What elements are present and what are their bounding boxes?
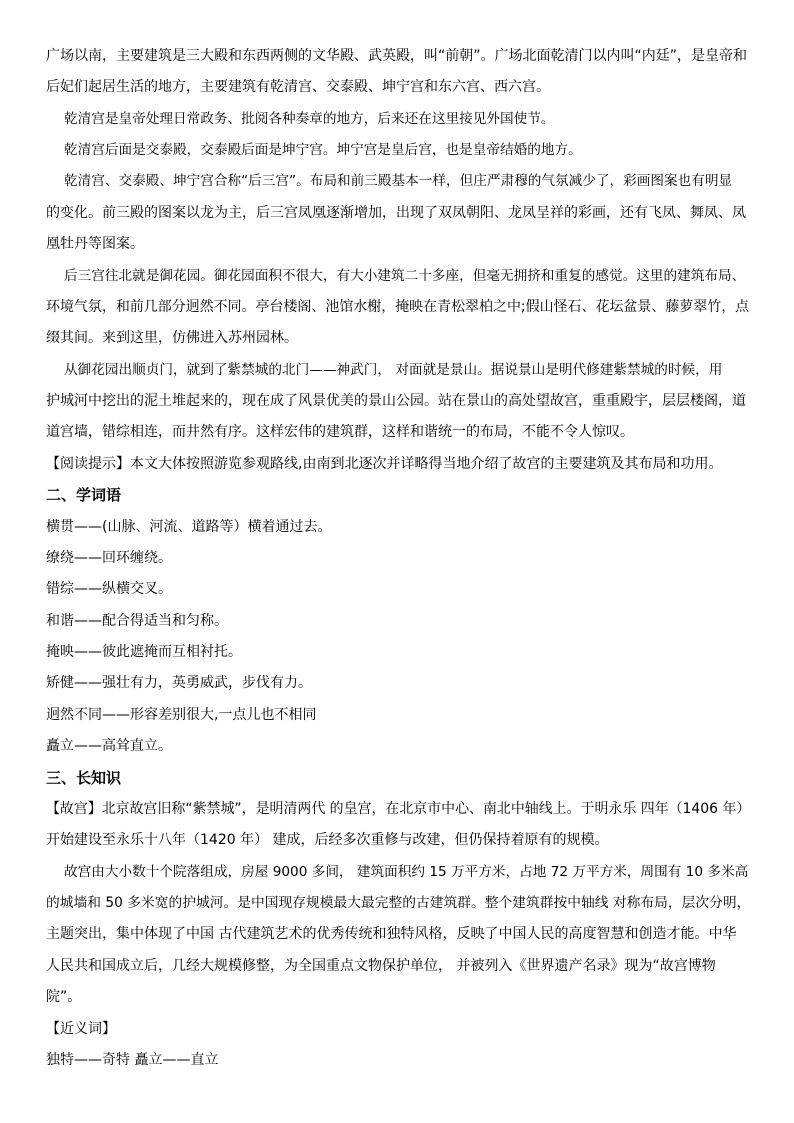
vocab-item: 横贯——(山脉、河流、道路等）横着通过去。	[46, 519, 332, 535]
section-heading-knowledge: 三、长知识	[46, 769, 122, 787]
vocab-item: 掩映——彼此遮掩而互相衬托。	[46, 644, 242, 660]
text-line: 后妃们起居生活的地方，主要建筑有乾清宫、交泰殿、坤宁宫和东六宫、西六宫。	[46, 79, 550, 95]
text-line: 广场以南，主要建筑是三大殿和东西两侧的文华殿、武英殿，叫“前朝”。广场北面乾清门以内叫“内廷”，是皇帝和	[46, 48, 748, 64]
synonyms-heading: 【近义词】	[46, 1021, 116, 1037]
text-line: 人民共和国成立后，几经大规模修整，为全国重点文物保护单位， 并被列入《世界遗产名录》现为“故宫博物	[46, 958, 716, 974]
synonyms-line: 独特——奇特 矗立——直立	[46, 1052, 219, 1068]
text-line: 后三宫往北就是御花园。御花园面积不很大，有大小建筑二十多座，但毫无拥挤和重复的感觉。这里的建筑布局、	[64, 268, 746, 284]
vocab-item: 矗立——高耸直立。	[46, 738, 172, 754]
text-line: 院”。	[46, 989, 82, 1005]
text-line: 道宫墙，错综相连，而井然有序。这样宏伟的建筑群，这样和谐统一的布局，不能不令人惊叹。	[46, 424, 634, 440]
text-line: 主题突出，集中体现了中国 古代建筑艺术的优秀传统和独特风格，反映了中国人民的高度智慧和创造才能。中华	[46, 926, 737, 942]
text-line: 从御花园出顺贞门，就到了紫禁城的北门——神武门， 对面就是景山。据说景山是明代修建紫禁城的时候，用	[64, 362, 723, 378]
text-line: 的变化。前三殿的图案以龙为主，后三宫凤凰逐渐增加，出现了双凤朝阳、龙凤呈祥的彩画，还有飞凤、舞凤、凤	[46, 205, 746, 221]
text-line: 故宫由大小数十个院落组成，房屋 9000 多间， 建筑面积约 15 万平方米，占地 72 万平方米，周围有 10 多米高	[64, 864, 749, 880]
text-line: 乾清宫、交泰殿、坤宁宫合称“后三宫”。布局和前三殿基本一样，但庄严肃穆的气氛减少了，彩画图案也有明显	[64, 173, 733, 189]
vocab-item: 错综——纵横交叉。	[46, 581, 172, 597]
vocab-item: 矫健——强壮有力，英勇威武，步伐有力。	[46, 675, 312, 691]
vocab-item: 和谐——配合得适当和匀称。	[46, 613, 228, 629]
text-line: 的城墙和 50 多米宽的护城河。是中国现存规模最大最完整的古建筑群。整个建筑群按中轴线 对称布局，层次分明，	[46, 895, 751, 911]
reading-tip: 【阅读提示】本文大体按照游览参观路线,由南到北逐次并详略得当地介绍了故宫的主要建筑及其布局和功用。	[46, 456, 723, 472]
vocab-item: 缭绕——回环缠绕。	[46, 550, 172, 566]
text-line: 缀其间。来到这里，仿佛进入苏州园林。	[46, 330, 298, 346]
text-line: 乾清宫后面是交泰殿，交泰殿后面是坤宁宫。坤宁宫是皇后宫，也是皇帝结婚的地方。	[64, 142, 582, 158]
text-line: 乾清宫是皇帝处理日常政务、批阅各种奏章的地方，后来还在这里接见外国使节。	[64, 111, 555, 127]
text-line: 【故宫】北京故宫旧称“紫禁城”，是明清两代 的皇宫，在北京市中心、南北中轴线上。于明永乐 四年（1406 年）	[46, 801, 751, 817]
text-line: 开始建设至永乐十八年（1420 年） 建成，后经多次重修与改建，但仍保持着原有的规模。	[46, 832, 609, 848]
vocab-item: 迥然不同——形容差别很大,一点儿也不相同	[46, 707, 317, 723]
section-heading-vocabulary: 二、学词语	[46, 486, 122, 504]
text-line: 环境气氛，和前几部分迥然不同。亭台楼阁、池馆水榭，掩映在青松翠柏之中;假山怪石、花坛盆景、藤萝翠竹，点	[46, 299, 750, 315]
text-line: 护城河中挖出的泥土堆起来的，现在成了风景优美的景山公园。站在景山的高处望故宫，重重殿宇，层层楼阁，道	[46, 393, 746, 409]
text-line: 凰牡丹等图案。	[46, 236, 144, 252]
